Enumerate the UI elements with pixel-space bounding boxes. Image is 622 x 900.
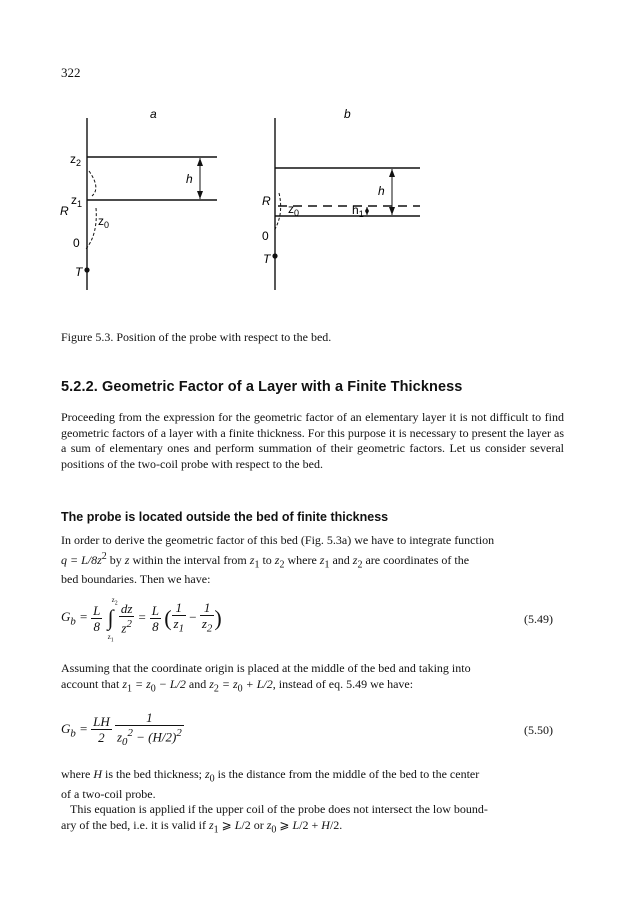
figure-5-3 — [0, 0, 622, 330]
panel-a-z1-dashed-arc — [89, 171, 96, 196]
panel-b-origin-label: 0 — [262, 229, 269, 243]
panel-b-T-label: T — [263, 252, 271, 266]
panel-b-transmitter — [272, 253, 277, 258]
panel-a-R-label: R — [60, 204, 69, 218]
equation-5-50: $G_b$ = $\frac{LH}{2}$ $\frac{1}{z_0^2 - (H/2)^2}$ — [61, 710, 182, 748]
equation-5-50-number: (5.50) — [524, 723, 553, 737]
svg-text:h1: $h_1$ — [352, 203, 364, 219]
equation-5-49: $G_b$ = $\frac{L}{8}$ ∫ $z_2$ $z_1$ $\frac{dz}{z^2}$ = $\frac{L}{8}$ ( $\frac{1}{z_1}$ − $\frac{1}{z_2}$ ) — [61, 596, 222, 644]
section-heading: 5.2.2. Geometric Factor of a Layer with a Finite Thickness — [61, 379, 463, 395]
panel-b-label: b — [344, 107, 351, 121]
panel-b-h-label: h — [378, 184, 385, 198]
panel-b-R-label: R — [262, 194, 271, 208]
subsection-heading: The probe is located outside the bed of finite thickness — [61, 510, 389, 524]
svg-text:z2: $z_2$ — [70, 152, 82, 168]
paragraph-3: Assuming that the coordinate origin is placed at the middle of the bed and taking into account that $z_1 = z_0 - L/2$ and $z_2 = z_0 + L/2$, instead of eq. 5.49 we have: — [61, 661, 471, 694]
panel-a-label: a — [150, 107, 157, 121]
panel-a-h-label: h — [186, 172, 193, 186]
svg-text:z1: $z_1$ — [71, 193, 83, 209]
svg-text:z0: $z_0$ — [98, 214, 110, 230]
equation-5-49-number: (5.49) — [524, 612, 553, 626]
page-number: 322 — [61, 65, 81, 80]
panel-a-transmitter — [84, 267, 89, 272]
paragraph-4: where H is the bed thickness; $z_0$ is the distance from the middle of the bed to the center of a two-coil probe. This equation is applied if the upper coil of the probe does not intersect the low bound- ary of the bed, i.e. it is valid if $z_1$ ⩾ L/2 or $z_0$ ⩾ L/2 + H/2. — [61, 767, 488, 836]
figure-caption: Figure 5.3. Position of the probe with respect to the bed. — [61, 330, 332, 344]
panel-a-T-label: T — [75, 265, 83, 279]
paragraph-1: Proceeding from the expression for the geometric factor of an elementary layer it is not difficult to find geometric factors of a layer with a finite thickness. For this purpose it is necessary to present the layer as a sum of elementary ones and perform summation of their geometric factors. Let us consider several positions of the two-coil probe with respect to the bed. — [61, 410, 564, 471]
svg-text:z0: $z_0$ — [288, 202, 300, 218]
panel-a-origin-label: 0 — [73, 236, 80, 250]
paragraph-2: In order to derive the geometric factor of this bed (Fig. 5.3a) we have to integrate function $q = L/8z^2$ by z within the interval from $z_1$ to $z_2$ where $z_1$ and $z_2$ are coordinates of the bed boundaries. Then we have: — [61, 533, 495, 587]
